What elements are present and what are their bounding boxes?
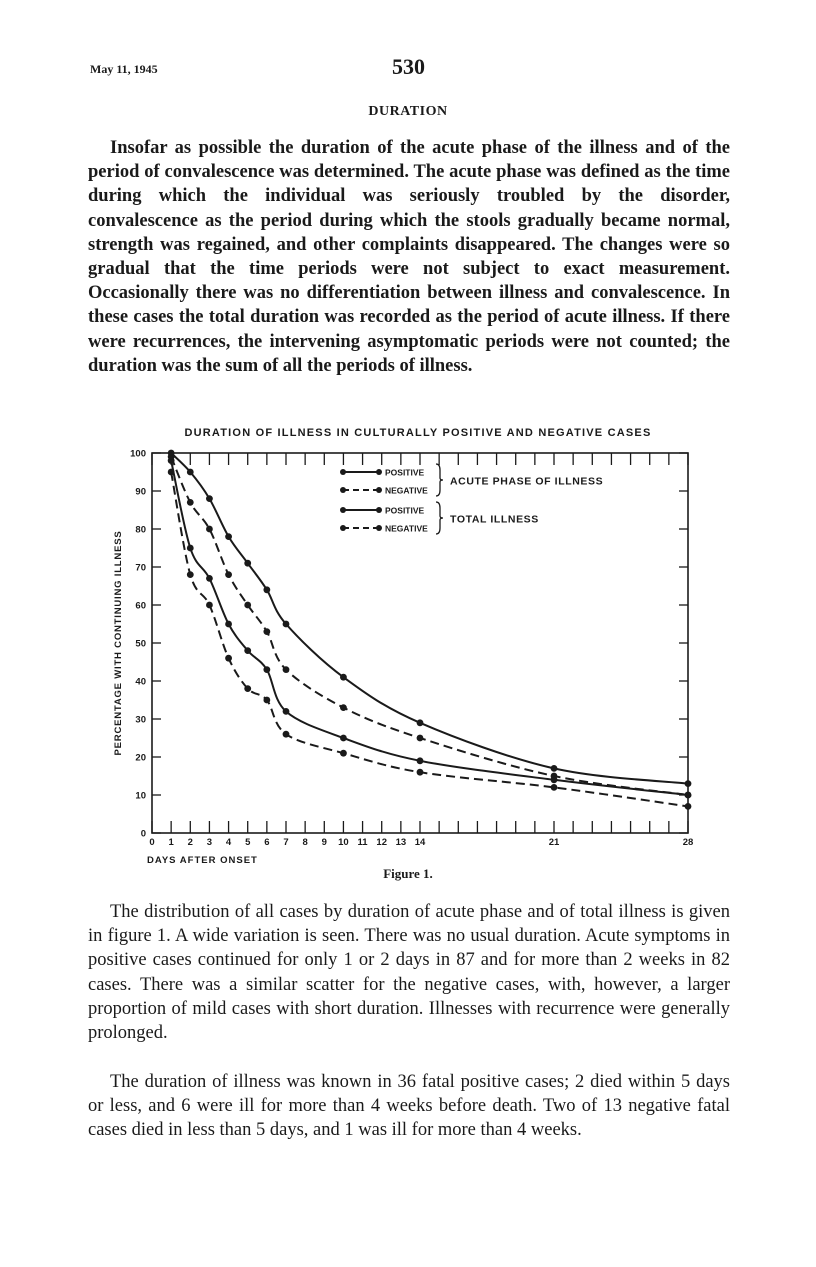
data-point-acute-positive — [283, 708, 290, 715]
legend-swatch-dot — [340, 469, 346, 475]
y-tick-label: 20 — [135, 752, 146, 764]
legend-swatch-dot — [340, 487, 346, 493]
data-point-acute-negative — [283, 731, 290, 738]
data-point-acute-negative — [263, 697, 270, 704]
x-tick-label: 0 — [149, 837, 155, 848]
x-tick-label: 11 — [357, 837, 368, 848]
data-point-total-negative — [551, 773, 558, 780]
data-point-total-negative — [417, 735, 424, 742]
legend-brace — [436, 502, 443, 534]
data-point-acute-negative — [685, 803, 692, 810]
data-point-total-negative — [685, 792, 692, 799]
y-tick-label: 0 — [140, 828, 146, 840]
y-tick-label: 80 — [135, 524, 146, 536]
series-line-total-positive — [171, 453, 688, 784]
data-point-acute-positive — [206, 575, 213, 582]
y-tick-label: 90 — [135, 486, 146, 498]
legend-swatch-dot — [340, 525, 346, 531]
x-tick-label: 13 — [395, 837, 407, 848]
data-point-acute-positive — [417, 757, 424, 764]
x-tick-label: 7 — [283, 837, 289, 848]
page-date: May 11, 1945 — [90, 62, 158, 76]
data-point-acute-positive — [263, 666, 270, 673]
paragraph-distribution: The distribution of all cases by duration of acute phase and of total illness is given in figure 1. A wide variation is seen. There was no usual duration. Acute symptoms in positive cases continued for only 1 or 2 days in 87 and for more than 2 weeks in 82 cases. There was a similar scatter for the negative cases, with, however, a larger proportion of mild cases with short duration. Illnesses with recurrence were generally prolonged. — [88, 902, 730, 1044]
series-line-acute-positive — [171, 461, 688, 795]
data-point-total-negative — [283, 666, 290, 673]
legend-entry-label: POSITIVE — [385, 505, 425, 516]
x-tick-label: 3 — [206, 837, 213, 848]
x-tick-label: 4 — [225, 837, 232, 848]
data-point-total-positive — [283, 621, 290, 628]
y-tick-label: 50 — [135, 638, 146, 650]
data-point-acute-positive — [187, 545, 194, 552]
data-point-total-negative — [187, 499, 194, 506]
x-tick-label: 6 — [264, 837, 270, 848]
data-point-acute-positive — [340, 735, 347, 742]
x-tick-label: 21 — [548, 837, 560, 848]
data-point-acute-negative — [225, 655, 232, 662]
paragraph-fatal-cases: The duration of illness was known in 36 fatal positive cases; 2 died within 5 days or less, and 6 were ill for more than 4 weeks before death. Two of 13 negative fatal cases died in less than 5 days, and 1 was ill for more than 4 weeks. — [88, 1072, 730, 1141]
legend-swatch-dot — [376, 525, 382, 531]
paragraph-intro: Insofar as possible the duration of the acute phase of the illness and of the period of convalescence was determined. The acute phase was defined as the time during which the individual was seriously troubled by the disorder, convalescence as the period during which the stools gradually became normal, strength was regained, and other complaints disappeared. The changes were so gradual that the time periods were not subject to exact measurement. Occasionally there was no differentiation between illness and convalescence. In these cases the total duration was recorded as the period of acute illness. If there were recurrences, the intervening asymptomatic periods were not counted; the duration was the sum of all the periods of illness. — [88, 138, 730, 376]
legend-entry-label: NEGATIVE — [385, 485, 428, 496]
data-point-acute-negative — [417, 769, 424, 776]
data-point-total-negative — [244, 602, 251, 609]
y-tick-label: 100 — [130, 448, 146, 460]
data-point-total-negative — [225, 571, 232, 578]
data-point-total-positive — [263, 586, 270, 593]
legend-brace — [436, 464, 443, 496]
y-axis-label: PERCENTAGE WITH CONTINUING ILLNESS — [113, 530, 124, 756]
data-point-acute-negative — [206, 602, 213, 609]
data-point-total-positive — [206, 495, 213, 502]
figure-caption: Figure 1. — [383, 866, 433, 881]
x-tick-label: 1 — [168, 837, 174, 848]
x-tick-label: 5 — [245, 837, 251, 848]
y-tick-label: 60 — [135, 600, 146, 612]
legend-group-label: ACUTE PHASE OF ILLNESS — [450, 475, 604, 488]
x-tick-label: 9 — [321, 837, 327, 848]
data-point-acute-negative — [340, 750, 347, 757]
data-point-total-negative — [206, 526, 213, 533]
data-point-acute-positive — [225, 621, 232, 628]
legend-swatch-dot — [376, 487, 382, 493]
chart-legend — [340, 464, 603, 534]
data-point-total-positive — [244, 560, 251, 567]
series-line-acute-negative — [171, 472, 688, 806]
section-heading: DURATION — [368, 104, 448, 119]
data-point-total-positive — [685, 780, 692, 787]
legend-group-label: TOTAL ILLNESS — [450, 513, 539, 526]
page-number: 530 — [392, 54, 425, 79]
y-tick-label: 30 — [135, 714, 146, 726]
data-point-acute-positive — [244, 647, 251, 654]
data-point-total-positive — [187, 469, 194, 476]
x-tick-label: 10 — [338, 837, 349, 848]
y-tick-label: 40 — [135, 676, 146, 688]
y-tick-label: 70 — [135, 562, 146, 574]
chart-figure — [100, 420, 720, 890]
data-point-total-positive — [417, 719, 424, 726]
series-line-total-negative — [171, 457, 688, 795]
data-point-total-positive — [551, 765, 558, 772]
y-tick-label: 10 — [135, 790, 146, 802]
data-point-acute-negative — [187, 571, 194, 578]
data-point-total-positive — [340, 674, 347, 681]
data-point-total-negative — [263, 628, 270, 635]
data-point-acute-negative — [551, 784, 558, 791]
legend-swatch-dot — [340, 507, 346, 513]
data-point-acute-negative — [168, 469, 175, 476]
chart-title: DURATION OF ILLNESS IN CULTURALLY POSITIVE AND NEGATIVE CASES — [184, 427, 652, 439]
x-tick-label: 14 — [414, 837, 426, 848]
data-point-acute-negative — [244, 685, 251, 692]
x-axis-label: DAYS AFTER ONSET — [147, 855, 258, 866]
x-tick-label: 2 — [187, 837, 193, 848]
x-tick-label: 12 — [376, 837, 388, 848]
x-tick-label: 28 — [682, 837, 694, 848]
legend-swatch-dot — [376, 469, 382, 475]
data-point-total-negative — [168, 453, 175, 460]
legend-entry-label: POSITIVE — [385, 467, 425, 478]
legend-swatch-dot — [376, 507, 382, 513]
legend-entry-label: NEGATIVE — [385, 523, 428, 534]
data-point-total-negative — [340, 704, 347, 711]
x-tick-label: 8 — [302, 837, 308, 848]
data-point-total-positive — [225, 533, 232, 540]
